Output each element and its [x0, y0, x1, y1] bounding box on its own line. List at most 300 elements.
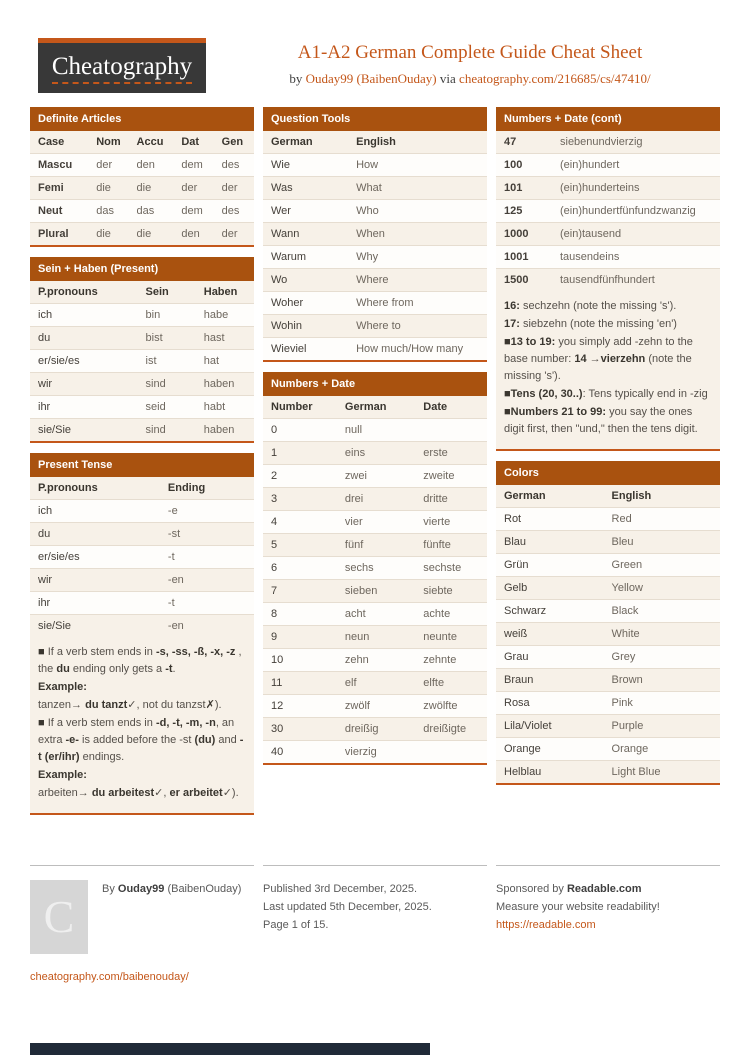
title-block: [220, 38, 720, 87]
column-header: Case: [38, 136, 65, 148]
note-line: ■ If a verb stem ends in -d, -t, -m, -n, an extra -e- is added before the -st (du) and -t (er/ihr) endings.: [38, 717, 244, 763]
table-cell: ich: [38, 505, 53, 517]
table-cell: -e: [167, 505, 178, 517]
table-row: [496, 176, 720, 199]
table-cell: Gelb: [504, 582, 528, 594]
note-line: ■Tens (20, 30..): Tens typically end in -zig: [504, 388, 708, 400]
table-cell: (ein)hundert: [560, 159, 620, 171]
table-cell: -t: [167, 597, 175, 609]
table-cell: 11: [271, 677, 283, 689]
table-cell: wir: [38, 378, 53, 390]
table-header-row: [30, 477, 254, 499]
table-row: [30, 153, 254, 176]
table-cell: Blau: [504, 536, 527, 548]
table-cell: 2: [271, 470, 278, 482]
column-header: German: [271, 136, 313, 148]
table-cell: tausendfünfhundert: [560, 274, 655, 286]
table-row: [263, 648, 487, 671]
table-row: [263, 625, 487, 648]
table-cell: die: [96, 228, 111, 240]
table-cell: Wo: [271, 274, 288, 286]
table-cell: -st: [167, 528, 181, 540]
table-cell: 40: [271, 746, 284, 758]
byline-via: via: [439, 71, 456, 86]
table-cell: White: [611, 628, 640, 640]
table-cell: er/sie/es: [38, 355, 80, 367]
table-row: [263, 268, 487, 291]
table-cell: Pink: [611, 697, 633, 709]
column-header: Gen: [221, 136, 244, 148]
byline: [220, 71, 720, 87]
table-cell: How much/How many: [356, 343, 464, 355]
table-cell: vierzig: [344, 746, 377, 758]
cheatography-logo[interactable]: [38, 38, 206, 93]
table-cell: acht: [344, 608, 366, 620]
table-cell: du: [38, 528, 51, 540]
column-1: [30, 107, 254, 825]
table-cell: des: [221, 205, 240, 217]
table-cell: hast: [203, 332, 225, 344]
table-cell: Yellow: [611, 582, 643, 594]
table-cell: Lila/Violet: [504, 720, 552, 732]
table-row: [30, 199, 254, 222]
table-cell: haben: [203, 424, 235, 436]
table-cell: zwölfte: [423, 700, 458, 712]
table-cell: 30: [271, 723, 284, 735]
table-header-row: [30, 281, 254, 303]
table-cell: hat: [203, 355, 220, 367]
table-row: [263, 314, 487, 337]
table-cell: neun: [344, 631, 370, 643]
table-cell: Black: [611, 605, 639, 617]
table-cell: Where from: [356, 297, 414, 309]
table-cell: Wann: [271, 228, 300, 240]
table-cell: ihr: [38, 597, 51, 609]
table-cell: sind: [145, 424, 166, 436]
table-cell: eins: [344, 447, 366, 459]
table-cell: siebenundvierzig: [560, 136, 643, 148]
table-row: [263, 245, 487, 268]
table-cell: Neut: [38, 205, 63, 217]
table-cell: drei: [344, 493, 364, 505]
table-cell: 125: [504, 205, 523, 217]
table-cell: 7: [271, 585, 278, 597]
table-cell: 1500: [504, 274, 529, 286]
table-row: [263, 418, 487, 441]
card-table: [496, 485, 720, 783]
sponsor-name: Readable.com: [566, 883, 642, 895]
table-row: [496, 691, 720, 714]
table-cell: Woher: [271, 297, 304, 309]
table-cell: das: [96, 205, 114, 217]
table-cell: zwölf: [344, 700, 370, 712]
table-row: [263, 579, 487, 602]
card-table: [496, 131, 720, 291]
table-cell: -t: [167, 551, 175, 563]
card-note: [496, 291, 720, 449]
table-cell: die: [96, 182, 111, 194]
table-cell: How: [356, 159, 379, 171]
table-cell: 1: [271, 447, 278, 459]
table-row: [30, 176, 254, 199]
note-line: ■ If a verb stem ends in -s, -ss, -ß, -x, -z , the du ending only gets a -t.: [38, 646, 242, 675]
table-cell: habe: [203, 309, 229, 321]
table-row: [263, 671, 487, 694]
table-row: [496, 714, 720, 737]
table-row: [496, 645, 720, 668]
table-cell: Orange: [611, 743, 649, 755]
card-title: Definite Articles: [30, 107, 254, 131]
table-row: [263, 291, 487, 314]
table-cell: elfte: [423, 677, 445, 689]
table-cell: 4: [271, 516, 278, 528]
table-row: [496, 760, 720, 783]
table-row: [263, 533, 487, 556]
table-row: [30, 326, 254, 349]
table-row: [30, 499, 254, 522]
table-row: [263, 602, 487, 625]
column-header: Dat: [181, 136, 200, 148]
table-cell: der: [221, 182, 238, 194]
note-line: Example:: [38, 769, 87, 781]
column-header: P.pronouns: [38, 286, 98, 298]
table-cell: null: [344, 424, 363, 436]
card-title: Numbers + Date (cont): [496, 107, 720, 131]
table-cell: Orange: [504, 743, 541, 755]
table-row: [30, 591, 254, 614]
table-cell: Schwarz: [504, 605, 547, 617]
table-cell: Plural: [38, 228, 69, 240]
table-cell: des: [221, 159, 240, 171]
table-row: [263, 222, 487, 245]
table-row: [263, 464, 487, 487]
table-header-row: [30, 131, 254, 153]
footer-by-prefix: By: [102, 883, 115, 895]
table-cell: ist: [145, 355, 157, 367]
footer-author-handle: (BaibenOuday): [167, 883, 242, 895]
table-cell: Rot: [504, 513, 522, 525]
table-cell: bin: [145, 309, 161, 321]
table-cell: sechs: [344, 562, 374, 574]
table-cell: Mascu: [38, 159, 73, 171]
table-cell: Purple: [611, 720, 644, 732]
published-date: Published 3rd December, 2025.: [263, 883, 418, 895]
table-cell: -en: [167, 574, 184, 586]
table-cell: 10: [271, 654, 284, 666]
table-header-row: [263, 131, 487, 153]
card-title: Colors: [496, 461, 720, 485]
table-cell: 8: [271, 608, 278, 620]
note-line: Example:: [38, 681, 87, 693]
note-line: ■Numbers 21 to 99: you say the ones digit first, then "und," then the tens digit.: [504, 406, 698, 435]
table-cell: erste: [423, 447, 448, 459]
table-row: [263, 694, 487, 717]
table-cell: Grey: [611, 651, 636, 663]
table-cell: ihr: [38, 401, 51, 413]
table-cell: 101: [504, 182, 523, 194]
table-row: [496, 268, 720, 291]
table-row: [30, 349, 254, 372]
note-line: tanzen→ du tanzt✓, not du tanzst✗).: [38, 699, 222, 711]
table-cell: seid: [145, 401, 166, 413]
author-link[interactable]: Ouday99 (BaibenOuday): [305, 71, 437, 86]
table-cell: sieben: [344, 585, 378, 597]
card-table: [30, 477, 254, 637]
table-cell: Wie: [271, 159, 290, 171]
table-cell: 100: [504, 159, 523, 171]
card: [496, 107, 720, 451]
table-cell: Red: [611, 513, 632, 525]
table-cell: tausendeins: [560, 251, 620, 263]
card-title: Question Tools: [263, 107, 487, 131]
page-footer: [30, 865, 720, 986]
card-table: [263, 131, 487, 360]
table-row: [496, 507, 720, 530]
table-cell: When: [356, 228, 385, 240]
table-cell: er/sie/es: [38, 551, 80, 563]
table-header-row: [496, 485, 720, 507]
table-cell: der: [221, 228, 238, 240]
table-cell: sind: [145, 378, 166, 390]
table-cell: ich: [38, 309, 53, 321]
table-row: [263, 487, 487, 510]
table-cell: Was: [271, 182, 293, 194]
column-header: P.pronouns: [38, 482, 98, 494]
updated-date: Last updated 5th December, 2025.: [263, 901, 432, 913]
table-cell: Braun: [504, 674, 534, 686]
profile-url-link[interactable]: cheatography.com/baibenouday/: [30, 971, 189, 983]
table-cell: 1000: [504, 228, 529, 240]
table-cell: haben: [203, 378, 235, 390]
table-cell: zehnte: [423, 654, 457, 666]
table-cell: der: [181, 182, 198, 194]
sponsor-line: [496, 880, 720, 898]
table-row: [30, 522, 254, 545]
table-cell: Wer: [271, 205, 291, 217]
table-cell: fünf: [344, 539, 364, 551]
sponsor-tagline: Measure your website readability!: [496, 901, 660, 913]
logo-text: Cheatography: [52, 53, 192, 84]
source-url-link[interactable]: cheatography.com/216685/cs/47410/: [459, 71, 651, 86]
card: [30, 257, 254, 443]
card: [30, 107, 254, 247]
table-cell: 1001: [504, 251, 529, 263]
table-cell: 0: [271, 424, 278, 436]
table-cell: sie/Sie: [38, 424, 72, 436]
table-row: [496, 245, 720, 268]
table-row: [496, 222, 720, 245]
column-header: German: [344, 401, 387, 413]
table-cell: What: [356, 182, 382, 194]
note-line: 17: siebzehn (note the missing 'en'): [504, 318, 677, 330]
table-cell: Rosa: [504, 697, 530, 709]
table-cell: siebte: [423, 585, 453, 597]
content-grid: [30, 107, 720, 825]
table-cell: der: [96, 159, 113, 171]
byline-prefix: by: [289, 71, 303, 86]
table-row: [496, 599, 720, 622]
table-row: [263, 337, 487, 360]
table-row: [496, 199, 720, 222]
table-row: [263, 717, 487, 740]
table-cell: -en: [167, 620, 184, 632]
table-row: [263, 510, 487, 533]
column-2: [263, 107, 487, 775]
table-row: [263, 176, 487, 199]
sponsor-prefix: Sponsored by: [496, 883, 564, 895]
footer-meta-block: [263, 865, 487, 986]
table-cell: Grau: [504, 651, 529, 663]
table-row: [263, 441, 487, 464]
table-cell: sechste: [423, 562, 462, 574]
table-cell: fünfte: [423, 539, 451, 551]
table-row: [496, 553, 720, 576]
table-cell: den: [181, 228, 200, 240]
table-cell: weiß: [504, 628, 528, 640]
table-cell: zweite: [423, 470, 455, 482]
table-cell: [415, 741, 487, 763]
table-row: [30, 222, 254, 245]
page-title: A1-A2 German Complete Guide Cheat Sheet: [297, 42, 643, 63]
table-cell: die: [136, 182, 152, 194]
table-cell: Femi: [38, 182, 64, 194]
table-row: [496, 668, 720, 691]
table-row: [263, 153, 487, 176]
table-cell: zwei: [344, 470, 367, 482]
table-row: [30, 568, 254, 591]
column-header: Nom: [96, 136, 121, 148]
card-table: [263, 396, 487, 763]
table-cell: (ein)hunderteins: [560, 182, 640, 194]
table-header-row: [263, 396, 487, 418]
table-row: [496, 153, 720, 176]
table-cell: dem: [181, 159, 203, 171]
table-cell: vier: [344, 516, 363, 528]
table-cell: Light Blue: [611, 766, 661, 778]
table-cell: dreißigte: [423, 723, 467, 735]
footer-sponsor-block: [496, 865, 720, 986]
table-cell: 5: [271, 539, 278, 551]
page-header: [0, 0, 750, 107]
card-title: Present Tense: [30, 453, 254, 477]
table-row: [263, 556, 487, 579]
table-cell: den: [136, 159, 155, 171]
table-cell: 47: [504, 136, 517, 148]
table-row: [30, 545, 254, 568]
note-line: ■13 to 19: you simply add -zehn to the base number: 14 →vierzehn (note the missing 's').: [504, 336, 693, 382]
table-cell: [415, 419, 487, 441]
table-cell: (ein)hundertfünfundzwanzig: [560, 205, 696, 217]
table-cell: Where: [356, 274, 389, 286]
table-cell: dem: [181, 205, 203, 217]
sponsor-url-link[interactable]: https://readable.com: [496, 919, 596, 931]
card-note: [30, 637, 254, 813]
table-cell: elf: [344, 677, 357, 689]
table-row: [263, 740, 487, 763]
table-cell: 3: [271, 493, 278, 505]
column-header: German: [504, 490, 546, 502]
table-cell: die: [136, 228, 152, 240]
column-header: Haben: [203, 286, 238, 298]
table-cell: wir: [38, 574, 53, 586]
page-number: Page 1 of 15.: [263, 919, 329, 931]
column-header: Date: [423, 401, 448, 413]
table-cell: 6: [271, 562, 278, 574]
table-cell: neunte: [423, 631, 457, 643]
table-cell: 9: [271, 631, 278, 643]
table-cell: Green: [611, 559, 643, 571]
column-header: English: [356, 136, 396, 148]
table-row: [496, 131, 720, 153]
table-cell: achte: [423, 608, 451, 620]
table-cell: bist: [145, 332, 163, 344]
footer-author-block: [30, 865, 254, 986]
table-row: [496, 576, 720, 599]
column-header: English: [611, 490, 652, 502]
note-line: arbeiten→ du arbeitest✓, er arbeitet✓).: [38, 787, 239, 799]
table-cell: dritte: [423, 493, 448, 505]
footer-author-name: Ouday99: [117, 883, 165, 895]
author-avatar[interactable]: C: [30, 880, 88, 954]
card-title: Numbers + Date: [263, 372, 487, 396]
table-cell: dreißig: [344, 723, 379, 735]
table-cell: Helblau: [504, 766, 542, 778]
table-cell: zehn: [344, 654, 369, 666]
table-cell: Wieviel: [271, 343, 307, 355]
table-cell: Why: [356, 251, 379, 263]
table-cell: Where to: [356, 320, 401, 332]
table-cell: das: [136, 205, 155, 217]
column-3: [496, 107, 720, 795]
card-table: [30, 131, 254, 245]
card: [263, 372, 487, 765]
card: [496, 461, 720, 785]
table-cell: du: [38, 332, 51, 344]
table-cell: Bleu: [611, 536, 634, 548]
column-header: Sein: [145, 286, 169, 298]
table-cell: Grün: [504, 559, 529, 571]
card-title: Sein + Haben (Present): [30, 257, 254, 281]
card-table: [30, 281, 254, 441]
table-cell: Who: [356, 205, 379, 217]
table-row: [496, 622, 720, 645]
table-row: [30, 395, 254, 418]
footer-byline: [102, 880, 241, 954]
table-cell: Wohin: [271, 320, 302, 332]
table-row: [30, 614, 254, 637]
column-header: Ending: [167, 482, 206, 494]
table-row: [496, 530, 720, 553]
table-cell: 12: [271, 700, 284, 712]
table-row: [30, 372, 254, 395]
note-line: 16: sechzehn (note the missing 's').: [504, 300, 677, 312]
card: [30, 453, 254, 815]
card: [263, 107, 487, 362]
table-cell: habt: [203, 401, 226, 413]
table-row: [30, 418, 254, 441]
table-row: [263, 199, 487, 222]
column-header: Accu: [136, 136, 164, 148]
table-cell: Brown: [611, 674, 643, 686]
table-row: [30, 303, 254, 326]
table-cell: sie/Sie: [38, 620, 72, 632]
column-header: Number: [271, 401, 313, 413]
bottom-page-bar: [30, 1043, 430, 1055]
table-cell: vierte: [423, 516, 451, 528]
table-row: [496, 737, 720, 760]
table-cell: (ein)tausend: [560, 228, 622, 240]
table-cell: Warum: [271, 251, 307, 263]
